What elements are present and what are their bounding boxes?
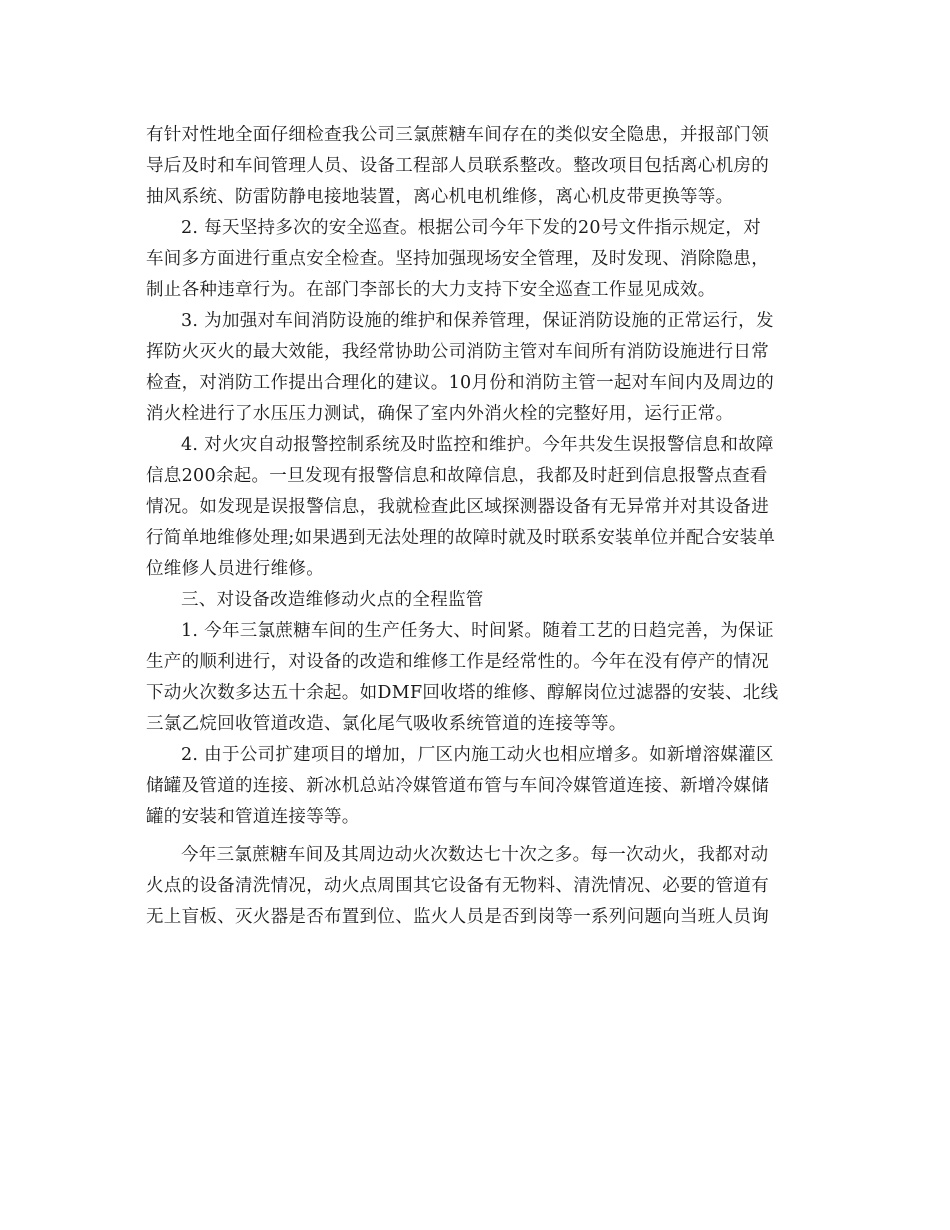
text-line: 生产的顺利进行，对设备的改造和维修工作是经常性的。今年在没有停产的情况 bbox=[146, 652, 769, 672]
text-line: 4. 对火灾自动报警控制系统及时监控和维护。今年共发生误报警信息和故障 bbox=[181, 435, 774, 455]
text-line: 车间多方面进行重点安全检查。坚持加强现场安全管理，及时发现、消除隐患， bbox=[146, 249, 769, 269]
text-line: 今年三氯蔗糖车间及其周边动火次数达七十次之多。每一次动火，我都对动 bbox=[181, 845, 769, 865]
text-line: 行简单地维修处理;如果遇到无法处理的故障时就及时联系安装单位并配合安装单 bbox=[146, 528, 776, 548]
text-line: 3. 为加强对车间消防设施的维护和保养管理，保证消防设施的正常运行，发 bbox=[181, 311, 774, 331]
text-line: 有针对性地全面仔细检查我公司三氯蔗糖车间存在的类似安全隐患，并报部门领 bbox=[146, 125, 769, 145]
text-line: 无上盲板、灭火器是否布置到位、监火人员是否到岗等一系列问题向当班人员询 bbox=[146, 907, 769, 927]
text-line: 挥防火灭火的最大效能，我经常协助公司消防主管对车间所有消防设施进行日常 bbox=[146, 342, 769, 362]
text-line: 位维修人员进行维修。 bbox=[146, 559, 324, 579]
text-line: 储罐及管道的连接、新冰机总站冷媒管道布管与车间冷媒管道连接、新增冷媒储 bbox=[146, 776, 769, 796]
text-line: 2. 每天坚持多次的安全巡查。根据公司今年下发的20号文件指示规定，对 bbox=[181, 218, 762, 238]
text-line: 2. 由于公司扩建项目的增加，厂区内施工动火也相应增多。如新增溶媒灌区 bbox=[181, 745, 774, 765]
text-line: 制止各种违章行为。在部门李部长的大力支持下安全巡查工作显见成效。 bbox=[146, 280, 716, 300]
text-line: 信息200余起。一旦发现有报警信息和故障信息，我都及时赶到信息报警点查看 bbox=[146, 466, 768, 486]
text-line: 三氯乙烷回收管道改造、氯化尾气吸收系统管道的连接等等。 bbox=[146, 714, 627, 734]
text-line: 火点的设备清洗情况，动火点周围其它设备有无物料、清洗情况、必要的管道有 bbox=[146, 876, 769, 896]
text-line: 检查，对消防工作提出合理化的建议。10月份和消防主管一起对车间内及周边的 bbox=[146, 373, 775, 393]
text-line: 三、对设备改造维修动火点的全程监管 bbox=[181, 590, 484, 610]
document-body bbox=[146, 120, 810, 933]
text-line: 罐的安装和管道连接等等。 bbox=[146, 807, 360, 827]
text-line: 下动火次数多达五十余起。如DMF回收塔的维修、醇解岗位过滤器的安装、北线 bbox=[146, 683, 779, 703]
text-line: 抽风系统、防雷防静电接地装置，离心机电机维修，离心机皮带更换等等。 bbox=[146, 187, 734, 207]
text-line: 导后及时和车间管理人员、设备工程部人员联系整改。整改项目包括离心机房的 bbox=[146, 156, 769, 176]
text-line: 1. 今年三氯蔗糖车间的生产任务大、时间紧。随着工艺的日趋完善，为保证 bbox=[181, 621, 774, 641]
text-line: 消火栓进行了水压压力测试，确保了室内外消火栓的完整好用，运行正常。 bbox=[146, 404, 734, 424]
text-line: 情况。如发现是误报警信息，我就检查此区域探测器设备有无异常并对其设备进 bbox=[146, 497, 769, 517]
